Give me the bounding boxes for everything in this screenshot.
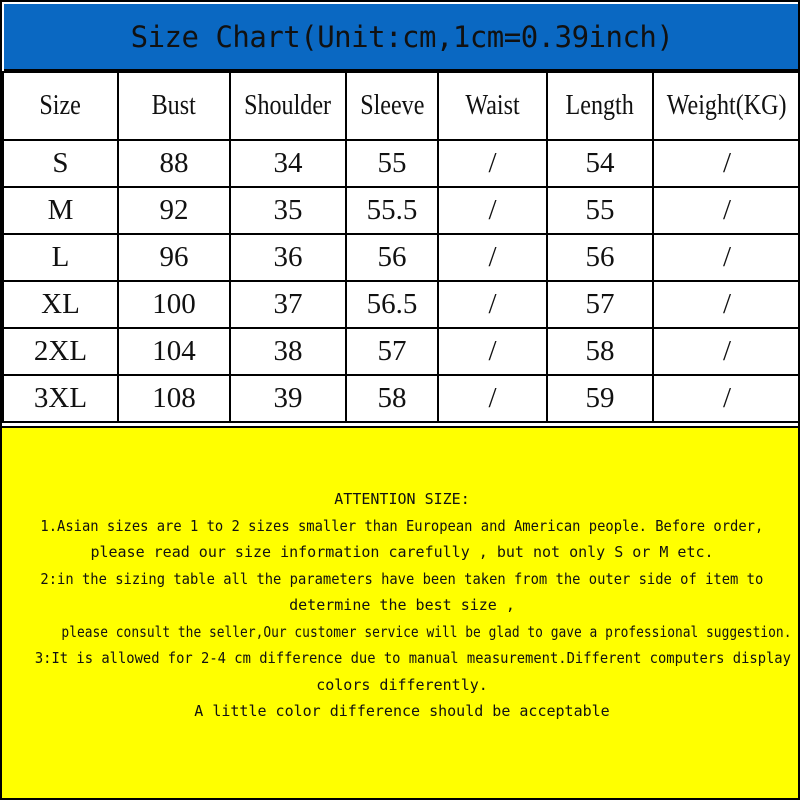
- table-cell: 34: [230, 140, 346, 187]
- table-cell: 57: [346, 328, 438, 375]
- note-line: please consult the seller,Our customer service will be glad to gave a professional suggestion.: [61, 622, 792, 641]
- table-cell: /: [653, 140, 800, 187]
- table-cell: 35: [230, 187, 346, 234]
- table-cell: /: [653, 187, 800, 234]
- table-cell: /: [438, 187, 547, 234]
- table-cell: /: [438, 234, 547, 281]
- table-header-row: [3, 72, 800, 140]
- table-cell: /: [653, 375, 800, 422]
- table-cell: L: [3, 234, 118, 281]
- table-cell: 58: [346, 375, 438, 422]
- header-sleeve: Sleeve: [346, 72, 438, 140]
- table-cell: M: [3, 187, 118, 234]
- table-row: [3, 328, 800, 375]
- header-length: Length: [547, 72, 653, 140]
- table-cell: 88: [118, 140, 230, 187]
- note-line: 1.Asian sizes are 1 to 2 sizes smaller than European and American people. Before order,: [40, 516, 764, 535]
- notes-text-block: [2, 486, 800, 725]
- table-cell: 3XL: [3, 375, 118, 422]
- note-line: 2:in the sizing table all the parameters have been taken from the outer side of item to: [40, 569, 764, 588]
- size-table: [2, 71, 800, 423]
- table-cell: 54: [547, 140, 653, 187]
- table-cell: 55: [547, 187, 653, 234]
- table-row: [3, 234, 800, 281]
- note-line: colors differently.: [316, 675, 488, 694]
- table-cell: 58: [547, 328, 653, 375]
- table-cell: 55: [346, 140, 438, 187]
- header-weight: Weight(KG): [653, 72, 800, 140]
- table-row: [3, 375, 800, 422]
- table-cell: /: [653, 328, 800, 375]
- table-cell: /: [438, 328, 547, 375]
- header-size: Size: [3, 72, 118, 140]
- table-cell: 56: [547, 234, 653, 281]
- note-line: 3:It is allowed for 2-4 cm difference due to manual measurement.Different computers display: [34, 649, 791, 667]
- table-cell: 92: [118, 187, 230, 234]
- header-bust: Bust: [118, 72, 230, 140]
- table-cell: 108: [118, 375, 230, 422]
- table-cell: 56: [346, 234, 438, 281]
- note-line: determine the best size ,: [289, 596, 515, 614]
- table-row: [3, 187, 800, 234]
- table-cell: 2XL: [3, 328, 118, 375]
- header-shoulder: Shoulder: [230, 72, 346, 140]
- table-cell: /: [438, 375, 547, 422]
- note-line: please read our size information carefully , but not only S or M etc.: [90, 543, 714, 561]
- table-cell: 59: [547, 375, 653, 422]
- notes-heading: ATTENTION SIZE:: [334, 490, 470, 508]
- table-cell: 38: [230, 328, 346, 375]
- table-cell: S: [3, 140, 118, 187]
- table-row: [3, 281, 800, 328]
- table-cell: 57: [547, 281, 653, 328]
- table-cell: 56.5: [346, 281, 438, 328]
- table-cell: 104: [118, 328, 230, 375]
- header-waist: Waist: [438, 72, 547, 140]
- table-cell: 39: [230, 375, 346, 422]
- table-row: [3, 140, 800, 187]
- table-cell: 96: [118, 234, 230, 281]
- table-cell: /: [438, 140, 547, 187]
- table-cell: 55.5: [346, 187, 438, 234]
- attention-notes-panel: [2, 426, 800, 800]
- table-cell: 37: [230, 281, 346, 328]
- table-cell: 36: [230, 234, 346, 281]
- title-bar: [4, 4, 800, 71]
- note-line: A little color difference should be acceptable: [194, 702, 610, 720]
- table-cell: /: [653, 281, 800, 328]
- table-cell: XL: [3, 281, 118, 328]
- table-cell: /: [438, 281, 547, 328]
- table-cell: /: [653, 234, 800, 281]
- chart-title: Size Chart(Unit:cm,1cm=0.39inch): [130, 19, 674, 54]
- table-cell: 100: [118, 281, 230, 328]
